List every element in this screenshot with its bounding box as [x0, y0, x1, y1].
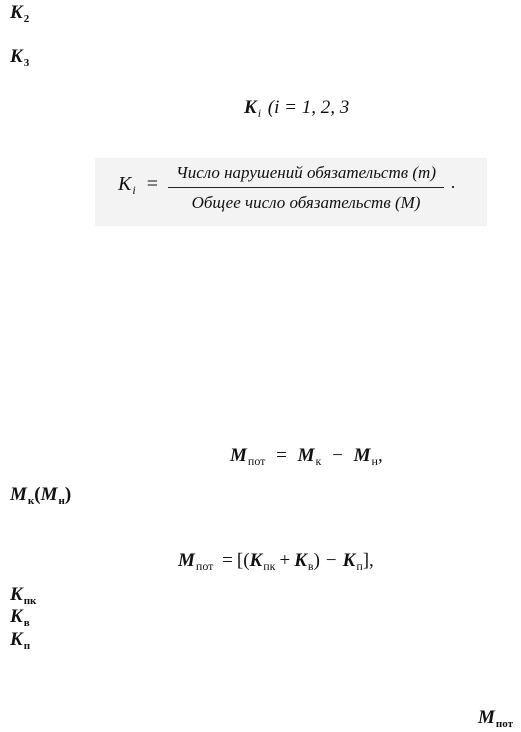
symbol-k3-sub: 3: [23, 57, 30, 69]
m-pot-trailing: ,: [377, 445, 383, 466]
m-pot2-close-paren: ): [313, 550, 320, 571]
m-pot-term2-sub: н: [371, 454, 378, 468]
m-pot2-a-sub: пк: [263, 559, 276, 573]
m-pot2-lhs-sub: пот: [195, 559, 214, 573]
m-pot2-open: [(: [236, 550, 250, 571]
symbol-kp-main: K: [10, 629, 23, 650]
symbol-kv: [10, 606, 30, 629]
mk-close: ): [64, 484, 72, 505]
ki-formula-equals: =: [146, 173, 158, 195]
m-pot-formula-2: [178, 550, 374, 573]
mk-sub: к: [27, 495, 35, 507]
m-pot-lhs-sub: пот: [247, 454, 266, 468]
m-pot2-c-sub: п: [356, 559, 363, 573]
mk-mn-symbol: [10, 484, 72, 507]
m-pot-lhs-main: M: [230, 445, 247, 466]
symbol-m-pot-bottom-main: M: [478, 707, 495, 728]
symbol-kp-sub: п: [23, 640, 31, 652]
ki-formula-lhs: [118, 173, 158, 197]
symbol-m-pot-bottom: [478, 707, 514, 730]
symbol-k3-main: K: [10, 46, 23, 67]
symbol-k2: [10, 2, 30, 25]
m-pot2-plus: +: [279, 550, 291, 571]
symbol-kpk-sub: пк: [23, 595, 37, 607]
symbol-k3: [10, 46, 30, 69]
mk-main: M: [10, 484, 27, 505]
mn-main: M: [40, 484, 58, 505]
ki-formula-numerator: Число нарушений обязательств (m): [176, 163, 436, 182]
symbol-kv-sub: в: [23, 617, 30, 629]
ki-formula-lhs-main: K: [118, 173, 132, 195]
symbol-k2-sub: 2: [23, 13, 30, 25]
m-pot2-minus: −: [325, 550, 337, 571]
mn-sub: н: [58, 495, 65, 507]
m-pot-formula: [230, 445, 383, 468]
mk-open: (: [34, 484, 41, 505]
symbol-kp: [10, 629, 31, 652]
symbol-kv-main: K: [10, 606, 23, 627]
m-pot2-b-sub: в: [307, 559, 314, 573]
m-pot-equals: =: [276, 445, 287, 466]
symbol-kpk: [10, 584, 37, 607]
m-pot2-close: ],: [362, 550, 374, 571]
m-pot2-a-main: K: [249, 550, 263, 571]
ki-index-line: [244, 97, 350, 120]
ki-formula-denominator: Общее число обязательств (M): [191, 193, 421, 212]
ki-formula-fraction: [164, 163, 448, 213]
symbol-k2-main: K: [10, 2, 23, 23]
m-pot2-equals: =: [222, 550, 233, 571]
ki-formula-lhs-sub: i: [132, 183, 136, 197]
ki-index-sub: i: [257, 106, 262, 120]
m-pot2-lhs-main: M: [178, 550, 195, 571]
m-pot-term1-main: M: [297, 445, 315, 466]
m-pot-minus: −: [332, 445, 343, 466]
symbol-kpk-main: K: [10, 584, 23, 605]
m-pot-term2-main: M: [353, 445, 371, 466]
ki-index-rest: (i = 1, 2, 3: [267, 97, 350, 118]
m-pot-term1-sub: к: [315, 454, 322, 468]
m-pot2-b-main: K: [294, 550, 307, 571]
symbol-m-pot-bottom-sub: пот: [495, 718, 514, 730]
ki-formula-trailing: ·: [450, 177, 456, 197]
m-pot2-c-main: K: [342, 550, 356, 571]
ki-index-main: K: [244, 97, 257, 118]
